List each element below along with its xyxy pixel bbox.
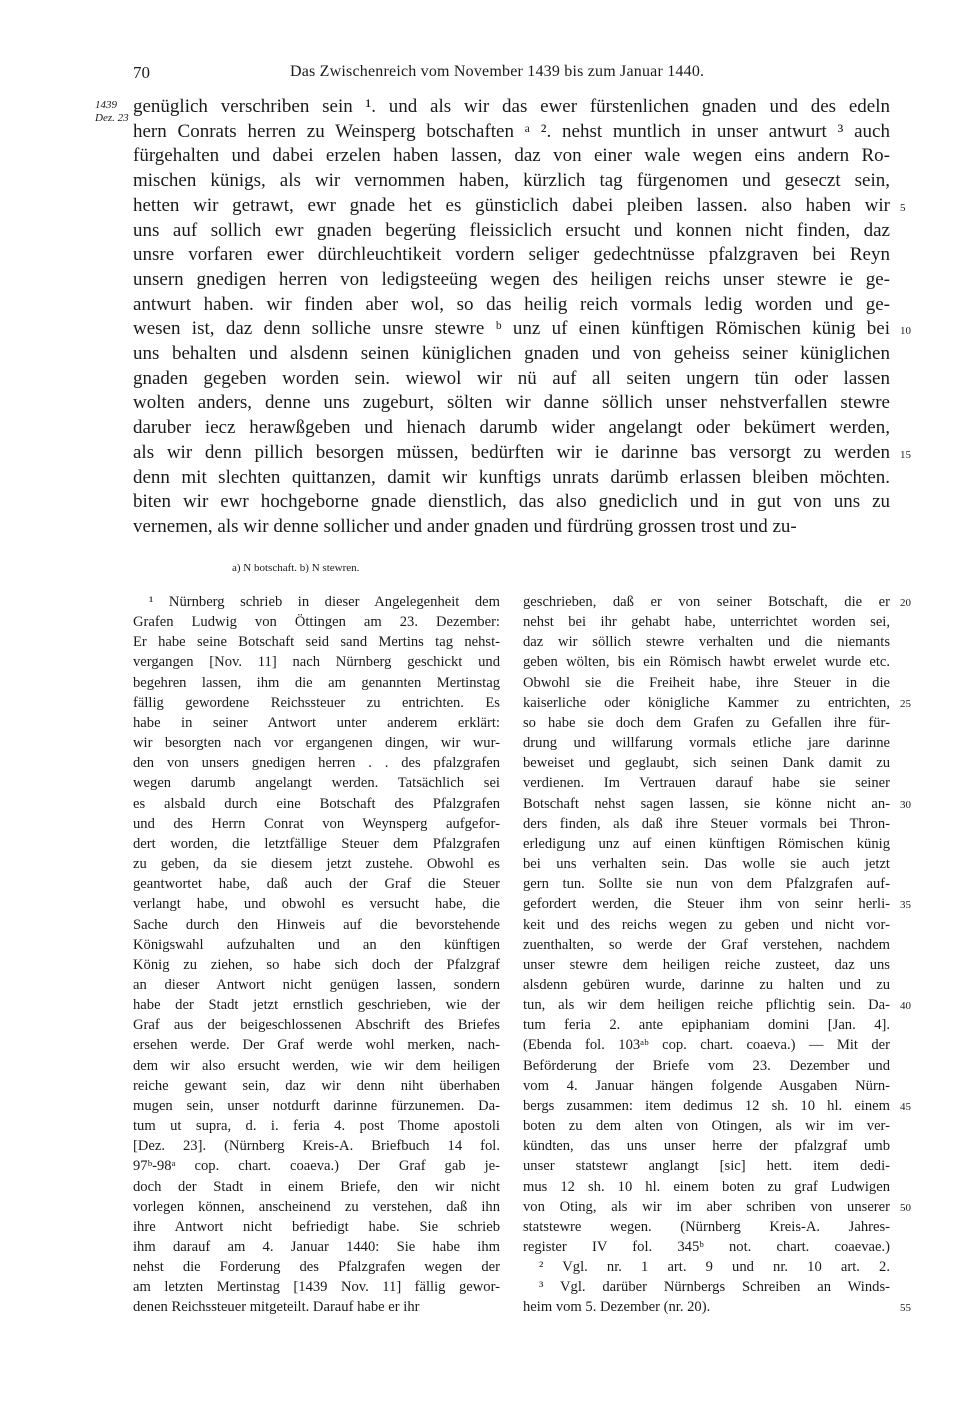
footnote-line: mus 12 sh. 10 hl. einem boten zu graf Ludwigen (523, 1178, 890, 1195)
main-text-line: genüglich verschriben sein ¹. und als wir das ewer fürstenlichen gnaden und des edeln (133, 96, 890, 117)
footnote-line: ³ Vgl. darüber Nürnbergs Schreiben an Winds- (539, 1279, 890, 1296)
footnote-line: Königswahl aufzuhalten und an den künftigen (133, 936, 500, 953)
footnote-line: ihre Antwort nicht befriedigt habe. Sie schrieb (133, 1218, 500, 1235)
main-text-line: unsern gnedigen herren von ledigsteeüng wegen des heiligen reichs unser stewre ie ge- (133, 268, 890, 290)
footnote-line: tun, als wir dem heiligen reiche pflichtig sein. Da- (523, 997, 890, 1014)
footnote-line: keit und des reichs wegen zu geben und nicht vor- (523, 916, 890, 933)
footnote-line: geschrieben, daß er von seiner Botschaft, die er (523, 594, 890, 610)
line-number: 10 (900, 325, 911, 338)
line-number: 25 (900, 697, 911, 710)
main-text-line: antwurt haben. wir finden aber wol, so das heilig reich vormals ledig worden und ge- (133, 293, 890, 315)
main-text-line: mischen künigs, als wir vernommen haben, kürzlich tag fürgenomen und geseczt sein, (133, 170, 890, 192)
footnote-line: nehst die Forderung des Pfalzgrafen wegen der (133, 1259, 500, 1276)
footnote-line: gern tun. Sollte sie nun von dem Pfalzgrafen auf- (523, 876, 890, 893)
footnote-line: wegen darumb angelangt werden. Tatsächlich sei (133, 775, 500, 792)
footnote-line: ihm darauf am 4. Januar 1440: Sie habe ihm (133, 1239, 500, 1255)
footnote-line: den von unsers gnedigen herren . . des pfalzgrafen (133, 755, 500, 772)
footnote-line: gefordert werden, die Steuer ihm von seinr herli- (523, 896, 890, 913)
footnote-line: wir besorgten nach vor ergangenen dingen, wir wur- (133, 735, 500, 752)
main-text-line: denn mit slechten quittanzen, damit wir kunftigs unrats darümb erlassen bleiben möchten. (133, 466, 890, 488)
footnote-line: ders finden, als daß ihre Steuer vormals bei Thron- (523, 815, 890, 832)
footnote-line: [Dez. 23]. (Nürnberg Kreis-A. Briefbuch 14 fol. (133, 1138, 500, 1155)
main-text-line: hern Conrats herren zu Weinsperg botschaften ᵃ ². nehst muntlich in unser antwurt ³ auch (133, 120, 890, 142)
footnote-line: drung und willfarung vormals etliche jare darinne (523, 735, 890, 752)
line-number: 45 (900, 1100, 911, 1113)
footnote-line: Sache durch den Hinweis auf die bevorstehende (133, 916, 500, 933)
margin-date-day: Dez. 23 (95, 112, 129, 124)
line-number: 5 (900, 201, 906, 214)
footnote-line: 97ᵇ-98ᵃ cop. chart. coaeva.) Der Graf gab je- (133, 1158, 500, 1175)
main-text-line: unsre vorfaren ewer dürchleuchtikeit vordern seliger gedechtnüsse pfalzgraven bei Reyn (133, 244, 890, 266)
main-text-line: hetten wir getrawt, ewr gnade het es günsticlich dabei pleiben lassen. also haben wir (133, 194, 890, 216)
main-text-line: vernemen, als wir denne sollicher und ander gnaden und fürdrüng grossen trost und zu- (133, 515, 797, 537)
footnote-line: geben wölten, bis ein Römisch hawbt erwelet wurde etc. (523, 654, 890, 671)
footnote-line: nehst bei ihr gehabt habe, unterrichtet worden sei, (523, 614, 890, 631)
footnotes-left-column (133, 592, 500, 1318)
footnote-line: statstewre wegen. (Nürnberg Kreis-A. Jahres- (523, 1218, 890, 1235)
main-text-line: wolten anders, denne uns zugeburt, sölten wir danne söllich unser nehstverfallen stewre (133, 392, 890, 414)
footnote-line: dem wir also ersucht werden, wie wir dem heiligen (133, 1057, 500, 1074)
footnote-line: so habe sie doch dem Grafen zu Gefallen ihre für- (523, 714, 890, 731)
footnote-line: Graf aus der beigeschlossenen Abschrift des Briefes (133, 1017, 500, 1034)
main-text-line: daruber iecz herawßgeben und hienach darumb wider angelangt oder bekümert werden, (133, 417, 890, 439)
footnote-line: habe der Stadt jetzt ernstlich geschrieben, wie der (133, 997, 500, 1014)
line-number: 50 (900, 1201, 911, 1214)
main-text-line: gnaden gegeben worden sein. wiewol wir nü auf all seiten ungern tün oder lassen (133, 367, 890, 389)
line-number: 30 (900, 798, 911, 811)
footnote-line: register IV fol. 345ᵇ not. chart. coaevae.) (523, 1239, 890, 1255)
footnote-line: habe in seiner Antwort unter anderem erklärt: (133, 714, 500, 731)
footnote-line: verdienen. Im Vertrauen darauf habe sie seiner (523, 775, 890, 792)
critical-apparatus: a) N botschaft. b) N stewren. (232, 562, 360, 574)
footnote-line: heim vom 5. Dezember (nr. 20). (523, 1299, 711, 1316)
footnote-line: unser statstewr anglangt [sic] hett. item dedi- (523, 1158, 890, 1175)
footnote-line: kündten, das uns unser herre der pfalzgraf umb (523, 1138, 890, 1155)
footnote-line: vorlegen können, anscheinend zu verstehen, daß ihn (133, 1198, 500, 1215)
main-text-line: wesen ist, daz denn solliche unsre stewre ᵇ unz uf einen künftigen Römischen künig bei (133, 318, 890, 340)
footnote-line: Er habe seine Botschaft seid sand Mertins tag nehst- (133, 634, 500, 651)
main-text-line: uns auf sollich ewr gnaden begerüng fleissiclich ersucht und konnen nicht finden, daz (133, 219, 890, 241)
footnote-line: fällig gewordene Reichssteuer zu entrichten. Es (133, 694, 500, 711)
footnotes-right-column (523, 592, 890, 1318)
footnote-line: vom 4. Januar hängen folgende Ausgaben Nürn- (523, 1077, 890, 1094)
footnote-line: doch der Stadt in einem Briefe, den wir nicht (133, 1178, 500, 1195)
footnote-line: beweiset und geglaubt, sich seinen Dank damit zu (523, 755, 890, 772)
footnote-line: tum feria 2. ante epiphaniam domini [Jan. 4]. (523, 1017, 890, 1034)
footnote-line: König zu ziehen, so habe sich doch der Pfalzgraf (133, 956, 500, 973)
line-number: 55 (900, 1302, 911, 1315)
footnote-line: ersehen werde. Der Graf werde wohl merken, nach- (133, 1037, 500, 1054)
footnote-line: bei uns verhalten sein. Das wolle sie auch jetzt (523, 856, 890, 873)
footnote-line: reiche gewant sein, daz wir denn niht überhaben (133, 1077, 500, 1094)
footnote-line: Obwohl sie die Freiheit habe, ihre Steuer in die (523, 674, 890, 691)
main-text-line: uns behalten und alsdenn seinen küniglichen gnaden und von geheiss seiner küniglichen (133, 343, 890, 365)
footnote-line: Botschaft nehst sagen lassen, sie könne nicht an- (523, 795, 890, 812)
footnote-line: von Oting, als wir im aber schriben von unserer (523, 1198, 890, 1215)
line-number: 40 (900, 1000, 911, 1012)
margin-date (95, 99, 129, 125)
footnote-line: an dieser Antwort nicht genügen lassen, sondern (133, 976, 500, 993)
footnote-line: alsdenn gebüren wurde, darinne zu halten und zu (523, 976, 890, 993)
footnote-line: ¹ Nürnberg schrieb in dieser Angelegenheit dem (149, 594, 500, 610)
main-text-line: als wir denn pillich besorgen müssen, bedürften wir ie darinne bas versorgt zu werden (133, 441, 890, 463)
main-text (133, 95, 890, 540)
footnote-line: Grafen Ludwig von Öttingen am 23. Dezember: (133, 614, 500, 631)
footnote-line: bergs zusammen: item dedimus 12 sh. 10 hl. einem (523, 1097, 890, 1114)
page-number: 70 (133, 63, 150, 82)
running-head: Das Zwischenreich vom November 1439 bis zum Januar 1440. (290, 63, 705, 80)
footnote-line: erledigung unz auf einen künftigen Römischen künig (523, 835, 890, 852)
footnote-line: ² Vgl. nr. 1 art. 9 und nr. 10 art. 2. (539, 1259, 890, 1276)
footnote-line: geantwortet habe, daß auch der Graf die Steuer (133, 876, 500, 893)
footnote-line: unser stewre dem heiligen reiche zusteet, daz uns (523, 956, 890, 973)
footnote-line: es alsbald durch eine Botschaft des Pfalzgrafen (133, 795, 500, 812)
footnote-line: tum ut supra, d. i. feria 4. post Thome apostoli (133, 1118, 500, 1135)
line-number: 15 (900, 448, 911, 461)
footnote-line: mugen sein, unser notdurft darinne fürzunemen. Da- (133, 1097, 500, 1114)
line-number: 35 (900, 899, 911, 912)
footnote-line: daz wir söllich stewre verhalten und die niemants (523, 634, 890, 651)
footnote-line: und des Herrn Conrat von Weynsperg aufgefor- (133, 815, 500, 832)
line-number: 20 (900, 597, 911, 609)
footnote-line: kaiserliche oder königliche Kammer zu entrichten, (523, 694, 890, 711)
footnote-line: boten zu dem alten von Otingen, als wir im ver- (523, 1118, 890, 1135)
footnote-line: (Ebenda fol. 103ᵃᵇ cop. chart. coaeva.) — Mit der (523, 1037, 890, 1054)
footnote-line: zu geben, da sie diesem jetzt zustehe. Obwohl es (133, 856, 500, 873)
margin-date-year: 1439 (95, 99, 117, 111)
footnote-line: am letzten Mertinstag [1439 Nov. 11] fällig gewor- (133, 1279, 500, 1296)
footnote-line: zuenthalten, so werde der Graf verstehen, nachdem (523, 936, 890, 953)
footnote-line: dert worden, die letztfällige Steuer dem Pfalzgrafen (133, 835, 500, 852)
footnote-line: verlangt habe, und obwohl es versucht habe, die (133, 896, 500, 913)
main-text-line: fürgehalten und dabei erzelen haben lassen, daz von einer wale wegen eins andern Ro- (133, 145, 890, 167)
footnote-line: begehren lassen, ihm die am genannten Mertinstag (133, 674, 500, 691)
footnote-line: vergangen [Nov. 11] nach Nürnberg geschickt und (133, 654, 500, 671)
main-text-line: biten wir ewr hochgeborne gnade dienstlich, das also gnediclich und in gut von uns zu (133, 491, 890, 513)
footnote-line: denen Reichssteuer mitgeteilt. Darauf habe er ihr (133, 1299, 420, 1316)
footnote-line: Beförderung der Briefe vom 23. Dezember und (523, 1057, 890, 1074)
